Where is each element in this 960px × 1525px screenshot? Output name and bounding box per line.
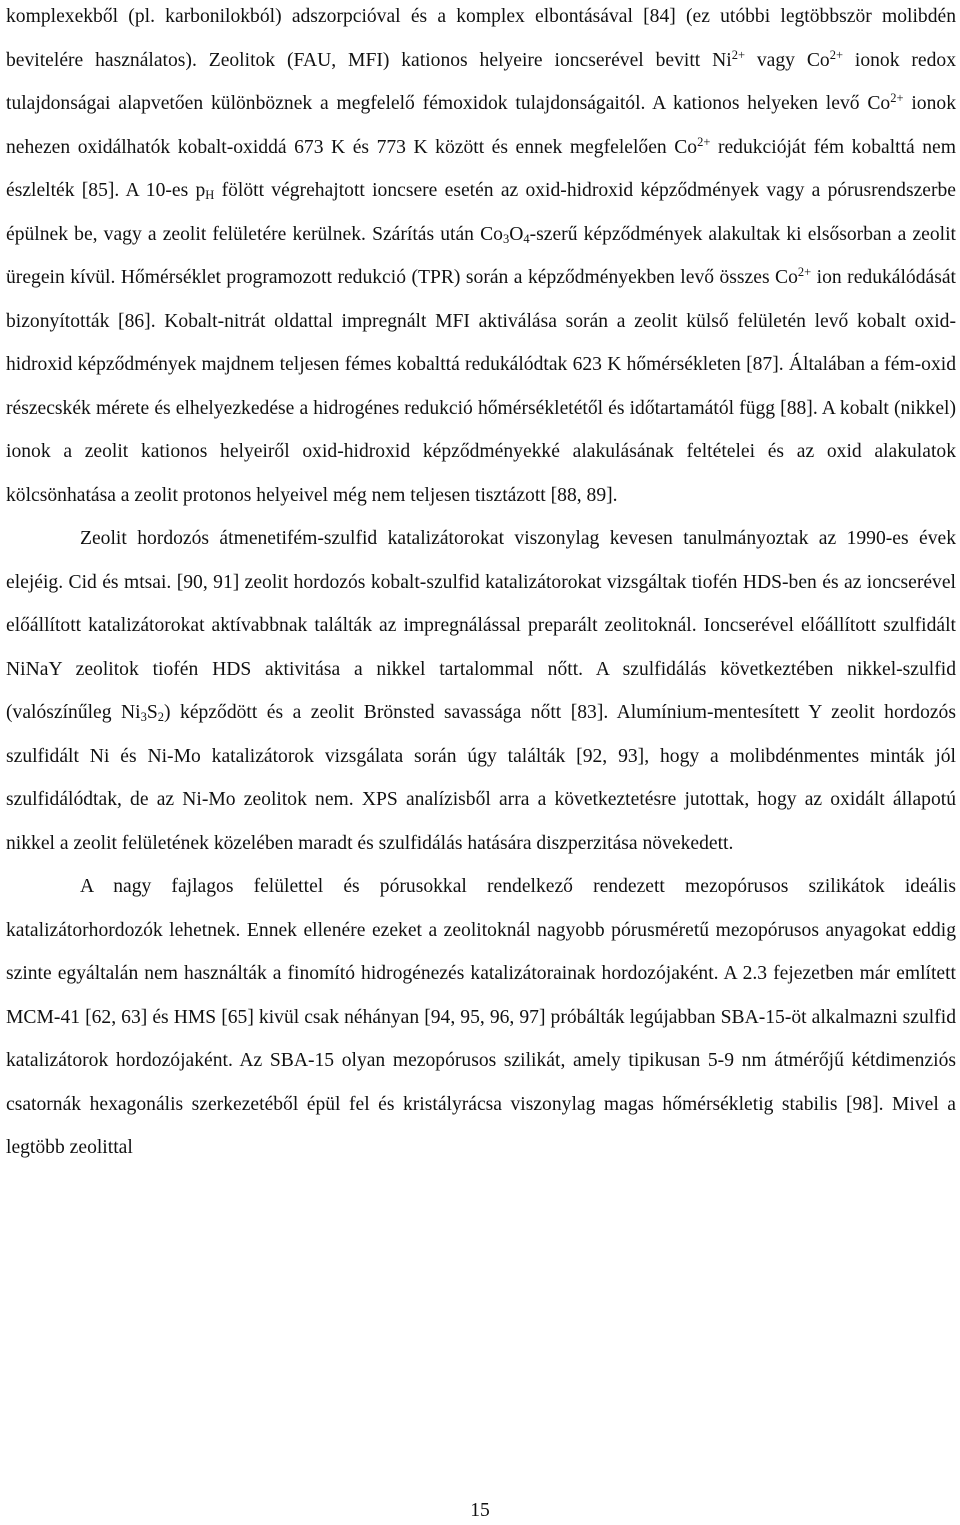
text-run: O	[509, 223, 524, 245]
text-run: fölött végrehajtott ioncsere esetén az oxid-hidroxid képződmények vagy a pórusrendszerbe épülnek be, vagy a zeolit felületére kerülnek. Szárítás után Co	[6, 180, 956, 245]
paragraph-1	[6, 0, 956, 517]
page-number: 15	[470, 1500, 490, 1521]
text-run: ionok redox tulajdonságai alapvetően különböznek a megfelelő fémoxidok tulajdonságaitól. A kationos helyeken levő Co	[6, 49, 957, 114]
text-run: vagy Co	[745, 49, 830, 71]
subscript: 3	[140, 710, 147, 724]
paragraph-2	[6, 517, 956, 865]
text-run: A nagy fajlagos felülettel és pórusokkal rendelkező rendezett mezopórusos szilikátok ideális katalizátorhordozók lehetnek. Ennek ellenére ezeket a zeolitoknál nagyobb pórusméretű mezopórusos anyagokat eddig szinte egyáltalán nem használták a finomító hidrogénezés katalizátorainak hordozójaként. A 2.3 fejezetben már említett MCM-41 [62, 63] és HMS [65] kivül csak néhányan [94, 95, 96, 97] próbálták legújabban SBA-15-öt alkalmazni szulfid katalizátorok hordozójaként. Az SBA-15 olyan mezopórusos szilikát, amely tipikusan 5-9 nm átmérőjű kétdimenziós csatornák hexagonális szerkezetéből épül fel és kristályrácsa viszonylag magas hőmérsékletig stabilis [98]. Mivel a legtöbb zeolittal	[6, 876, 956, 1158]
text-run: komplexekből (pl. karbonilokból) adszorpcióval és a komplex elbontásával [84] (ez utóbbi legtöbbször molibdén bevitelére használatos). Zeolitok (FAU, MFI) kationos helyeire ioncserével bevitt Ni	[6, 6, 956, 71]
text-run: S	[146, 702, 158, 723]
subscript: H	[205, 188, 215, 202]
superscript: 2+	[829, 47, 844, 62]
text-run: -szerű képződmények alakultak ki elsősorban a zeolit üregein kívül. Hőmérséklet programozott redukció (TPR) során a képződményekben levő összes Co	[6, 223, 956, 288]
subscript: 3	[502, 231, 510, 246]
text-run: Zeolit hordozós átmenetifém-szulfid katalizátorokat viszonylag kevesen tanulmányoztak az 1990-es évek elejéig. Cid és mtsai. [90, 91] zeolit hordozós kobalt-szulfid katalizátorokat vizsgáltak tiofén HDS-ben és az ioncserével előállított katalizátorokat aktívabbnak találták az impregnálással preparált zeolitoknál. Ioncserével előállított szulfidált NiNaY zeolitok tiofén HDS aktivitása a nikkel tartalommal nőtt. A szulfidálás következtében nikkel-szulfid (valószínűleg Ni	[6, 528, 956, 723]
document-page	[6, 0, 956, 1170]
text-run: ) képződött és a zeolit Brönsted savassága nőtt [83]. Alumínium-mentesített Y zeolit hordozós szulfidált Ni és Ni-Mo katalizátorok vizsgálata során úgy találták [92, 93], hogy a molibdénmentes minták jól szulfidálódtak, de az Ni-Mo zeolitok nem. XPS analízisből arra a következtetésre jutottak, hogy az oxidált állapotú nikkel a zeolit felületének közelében maradt és szulfidálás hatására diszperzitása növekedett.	[6, 702, 956, 854]
text-run: ionok nehezen oxidálhatók kobalt-oxiddá 673 K és 773 K között és ennek megfelelően Co	[6, 93, 956, 158]
subscript: 4	[523, 231, 530, 246]
text-run: redukcióját fém kobalttá nem észlelték [85]. A 10-es p	[6, 136, 956, 201]
paragraph-3	[6, 865, 956, 1170]
superscript: 2+	[731, 47, 745, 62]
superscript: 2+	[890, 91, 904, 105]
superscript: 2+	[797, 265, 812, 279]
text-run: ion redukálódását bizonyították [86]. Kobalt-nitrát oldattal impregnált MFI aktiválása során a zeolit külső felületén levő kobalt oxid-hidroxid képződmények majdnem teljesen fémes kobalttá redukálódtak 623 K hőmérsékleten [87]. Általában a fém-oxid részecskék mérete és elhelyezkedése a hidrogénes redukció hőmérsékletétől és időtartamától függ [88]. A kobalt (nikkel) ionok a zeolit kationos helyeiről oxid-hidroxid képződményekké alakulásának feltételei és az oxid alakulatok kölcsönhatása a zeolit protonos helyeivel még nem teljesen tisztázott [88, 89].	[6, 267, 956, 506]
superscript: 2+	[697, 134, 711, 149]
subscript: 2	[157, 710, 165, 724]
